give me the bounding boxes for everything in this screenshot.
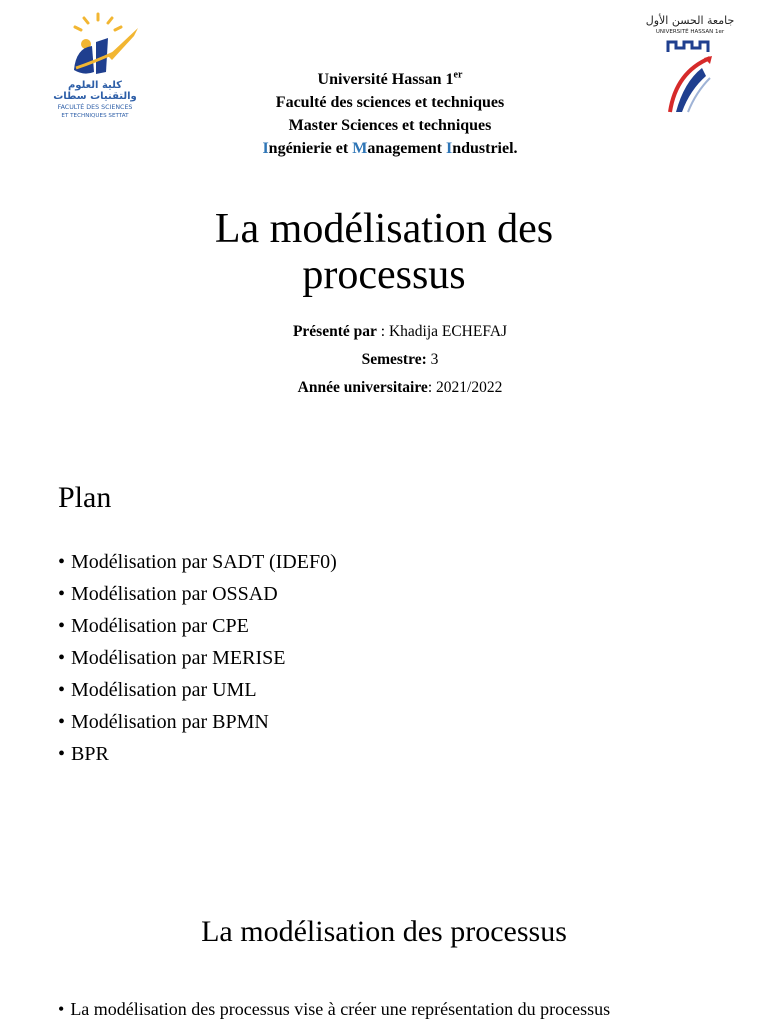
title-line-1: La modélisation des — [214, 206, 554, 252]
semester-value: 3 — [426, 351, 439, 368]
fst-logo-french-2: ET TECHNIQUES SETTAT — [61, 113, 129, 119]
plan-slide — [0, 448, 768, 858]
plan-item-text: Modélisation par OSSAD — [71, 583, 278, 605]
year-row — [200, 374, 600, 402]
presentation-title — [84, 206, 684, 298]
institution-header — [150, 68, 630, 160]
presenter-separator: : — [376, 323, 389, 340]
plan-item-text: Modélisation par MERISE — [71, 647, 286, 669]
semester-row — [200, 346, 600, 374]
fst-settat-logo — [46, 12, 144, 120]
plan-item-text: Modélisation par BPMN — [71, 711, 269, 733]
plan-item-text: Modélisation par SADT (IDEF0) — [71, 551, 337, 573]
bullet-icon: • — [58, 647, 66, 669]
plan-title: Plan — [58, 481, 112, 514]
bullet-icon: • — [58, 711, 66, 733]
list-item — [58, 610, 337, 642]
bullet-icon: • — [58, 679, 66, 701]
plan-item-text: Modélisation par CPE — [71, 615, 249, 637]
program-initial-i: I — [262, 140, 269, 157]
program-initial-i2: I — [445, 140, 453, 157]
year-value: : 2021/2022 — [427, 379, 503, 396]
presenter-label: Présenté par — [292, 323, 377, 340]
list-item — [58, 706, 337, 738]
modelisation-slide — [0, 876, 768, 1024]
fst-logo-french-1: FACULTÉ DES SCIENCES — [57, 104, 133, 111]
faculty-name: Faculté des sciences et techniques — [275, 94, 505, 111]
plan-item-text: Modélisation par UML — [71, 679, 257, 701]
master-name: Master Sciences et techniques — [288, 117, 492, 134]
presentation-meta — [200, 318, 600, 402]
presenter-row — [200, 318, 600, 346]
plan-item-text: BPR — [71, 743, 109, 765]
bullet-icon: • — [58, 743, 66, 765]
list-item — [58, 546, 337, 578]
fst-logo-arabic-1: كلية العلوم — [67, 80, 123, 91]
presenter-name: Khadija ECHEFAJ — [388, 323, 508, 340]
bullet-icon: • — [58, 615, 66, 637]
list-item — [58, 738, 337, 770]
universite-hassan-logo — [640, 12, 740, 114]
list-item — [58, 642, 337, 674]
fst-logo-arabic-2: والتقنيات سطات — [53, 91, 137, 102]
program-initial-m: M — [352, 140, 368, 157]
program-word-3: ndustriel. — [452, 140, 518, 157]
plan-list — [58, 546, 337, 770]
slide3-text: La modélisation des processus vise à créer une représentation du processus — [70, 999, 611, 1019]
program-word-2: anagement — [367, 140, 446, 157]
semester-label: Semestre: — [361, 351, 427, 368]
university-name — [150, 68, 630, 91]
uh-logo-latin: UNIVERSITÉ HASSAN 1er — [655, 29, 725, 35]
university-name-superscript: er — [453, 69, 463, 81]
list-item — [58, 674, 337, 706]
title-slide — [0, 0, 768, 430]
university-name-text: Université Hassan 1 — [317, 71, 454, 88]
bullet-icon: • — [58, 999, 65, 1019]
program-word-1: ngénierie et — [268, 140, 353, 157]
bullet-icon: • — [58, 551, 66, 573]
list-item — [58, 578, 337, 610]
bullet-icon: • — [58, 583, 66, 605]
title-line-2: processus — [302, 252, 466, 298]
year-label: Année universitaire — [297, 379, 428, 396]
slide3-title: La modélisation des processus — [201, 915, 567, 948]
slide3-bullet-text — [58, 996, 610, 1022]
program-name — [150, 137, 630, 160]
uh-logo-arabic: جامعة الحسن الأول — [645, 14, 735, 27]
